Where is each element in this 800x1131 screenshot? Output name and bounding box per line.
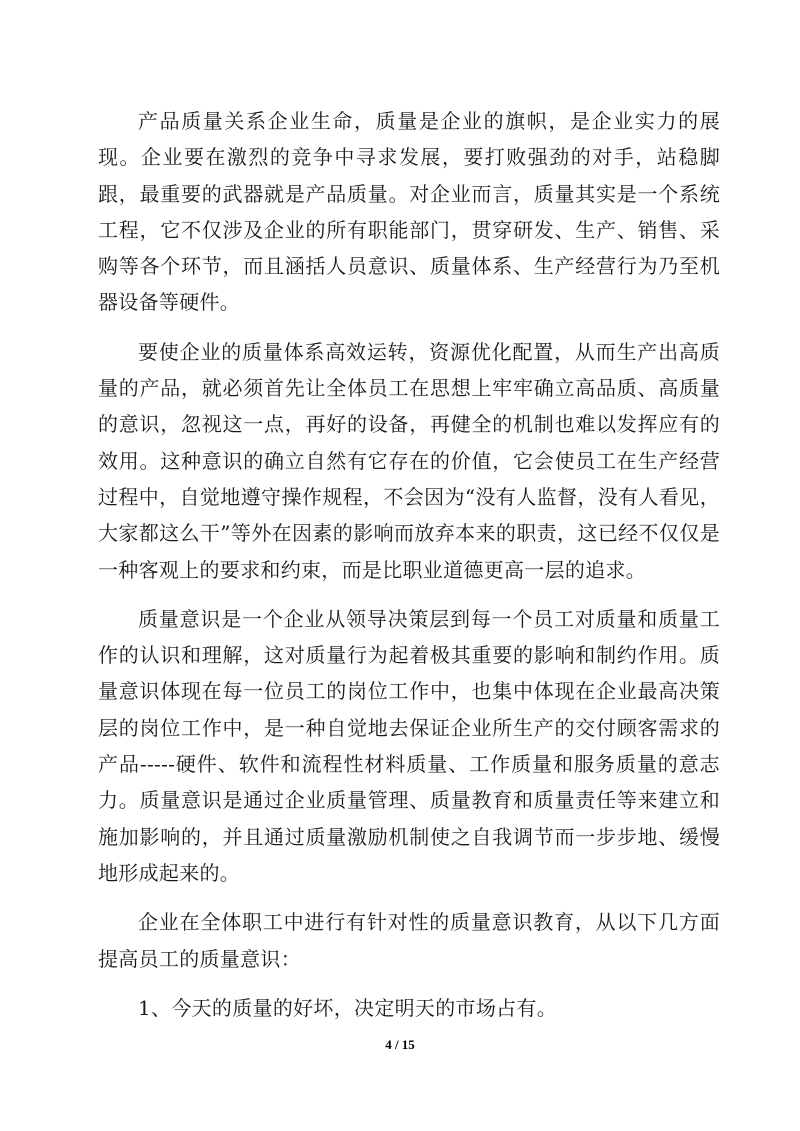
paragraph-2: 要使企业的质量体系高效运转，资源优化配置，从而生产出高质量的产品，就必须首先让全体员工在思想上牢牢确立高品质、高质量的意识，忽视这一点，再好的设备，再健全的机制也难以发挥应有的效用。这种意识的确立自然有它存在的价值，它会使员工在生产经营过程中，自觉地遵守操作规程，不会因为“没有人监督，没有人看见，大家都这么干”等外在因素的影响而放弃本来的职责，这已经不仅仅是一种客观上的要求和约束，而是比职业道德更高一层的追求。 — [98, 339, 720, 582]
document-body — [98, 103, 720, 1026]
paragraph-1: 产品质量关系企业生命，质量是企业的旗帜，是企业实力的展现。企业要在激烈的竞争中寻求发展，要打败强劲的对手，站稳脚跟，最重要的武器就是产品质量。对企业而言，质量其实是一个系统工程，它不仅涉及企业的所有职能部门，贯穿研发、生产、销售、采购等各个环节，而且涵括人员意识、质量体系、生产经营行为乃至机器设备等硬件。 — [98, 109, 720, 315]
paragraph-3: 质量意识是一个企业从领导决策层到每一个员工对质量和质量工作的认识和理解，这对质量行为起着极其重要的影响和制约作用。质量意识体现在每一位员工的岗位工作中，也集中体现在企业最高决策层的岗位工作中，是一种自觉地去保证企业所生产的交付顾客需求的产品-----硬件、软件和流程性材料质量、工作质量和服务质量的意志力。质量意识是通过企业质量管理、质量教育和质量责任等来建立和施加影响的，并且通过质量激励机制使之自我调节而一步步地、缓慢地形成起来的。 — [98, 606, 720, 885]
paragraph-5: 1、今天的质量的好坏，决定明天的市场占有。 — [138, 995, 558, 1020]
paragraph-4: 企业在全体职工中进行有针对性的质量意识教育，从以下几方面提高员工的质量意识： — [98, 910, 720, 971]
page-number: 4 / 15 — [385, 1037, 415, 1052]
